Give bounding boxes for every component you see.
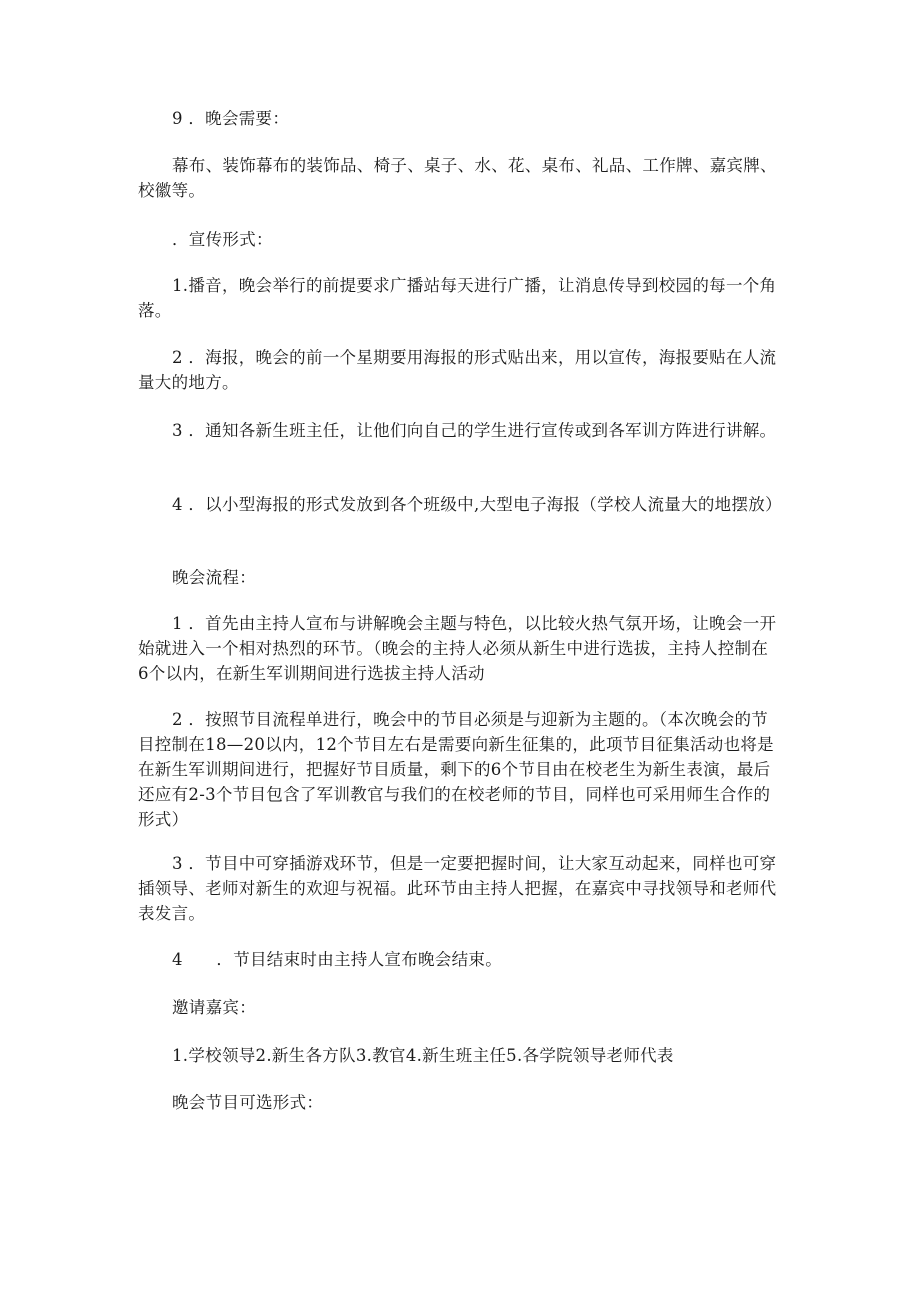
paragraph-promotion-1: 1.播音，晚会举行的前提要求广播站每天进行广播，让消息传导到校园的每一个角落。: [138, 276, 777, 320]
section-heading-program-forms: 晚会节目可选形式：: [172, 1093, 324, 1112]
paragraph-guest-list: 1.学校领导2.新生各方队3.教官4.新生班主任5.各学院领导老师代表: [172, 1046, 674, 1065]
section-heading-flow: 晚会流程：: [172, 568, 256, 587]
section-heading-promotion: ．宣传形式：: [172, 230, 273, 249]
paragraph-flow-4: 4 ．节目结束时由主持人宣布晚会结束。: [172, 950, 502, 969]
paragraph-flow-1: 1 ．首先由主持人宣布与讲解晚会主题与特色，以比较火热气氛开场，让晚会一开始就进入一个相对热烈的环节。（晚会的主持人必须从新生中进行选拔，主持人控制在6个以内，在新生军训期间进行选拔主持人活动: [138, 614, 777, 683]
paragraph-promotion-4: 4 ．以小型海报的形式发放到各个班级中,大型电子海报（学校人流量大的地摆放）: [172, 495, 782, 514]
paragraph-needs-list: 幕布、装饰幕布的装饰品、椅子、桌子、水、花、桌布、礼品、工作牌、嘉宾牌、校徽等。: [138, 156, 777, 200]
paragraph-flow-3: 3 ．节目中可穿插游戏环节，但是一定要把握时间，让大家互动起来，同样也可穿插领导、老师对新生的欢迎与祝福。此环节由主持人把握，在嘉宾中寻找领导和老师代表发言。: [138, 854, 777, 923]
paragraph-flow-2: 2 ．按照节目流程单进行，晚会中的节目必须是与迎新为主题的。（本次晚会的节目控制在18—20以内，12个节目左右是需要向新生征集的，此项节目征集活动也将是在新生军训期间进行，把握好节目质量，剩下的6个节目由在校老生为新生表演，最后还应有2-3个节目包含了军训教官与我们的在校老师的节目，同样也可采用师生合作的形式）: [138, 710, 774, 829]
section-heading-needs: 9 ．晚会需要：: [172, 109, 290, 128]
paragraph-promotion-2: 2 ．海报，晚会的前一个星期要用海报的形式贴出来，用以宣传，海报要贴在人流量大的地方。: [138, 348, 777, 392]
paragraph-promotion-3: 3 ．通知各新生班主任，让他们向自己的学生进行宣传或到各军训方阵进行讲解。: [172, 421, 777, 440]
section-heading-guests: 邀请嘉宾：: [172, 998, 256, 1017]
